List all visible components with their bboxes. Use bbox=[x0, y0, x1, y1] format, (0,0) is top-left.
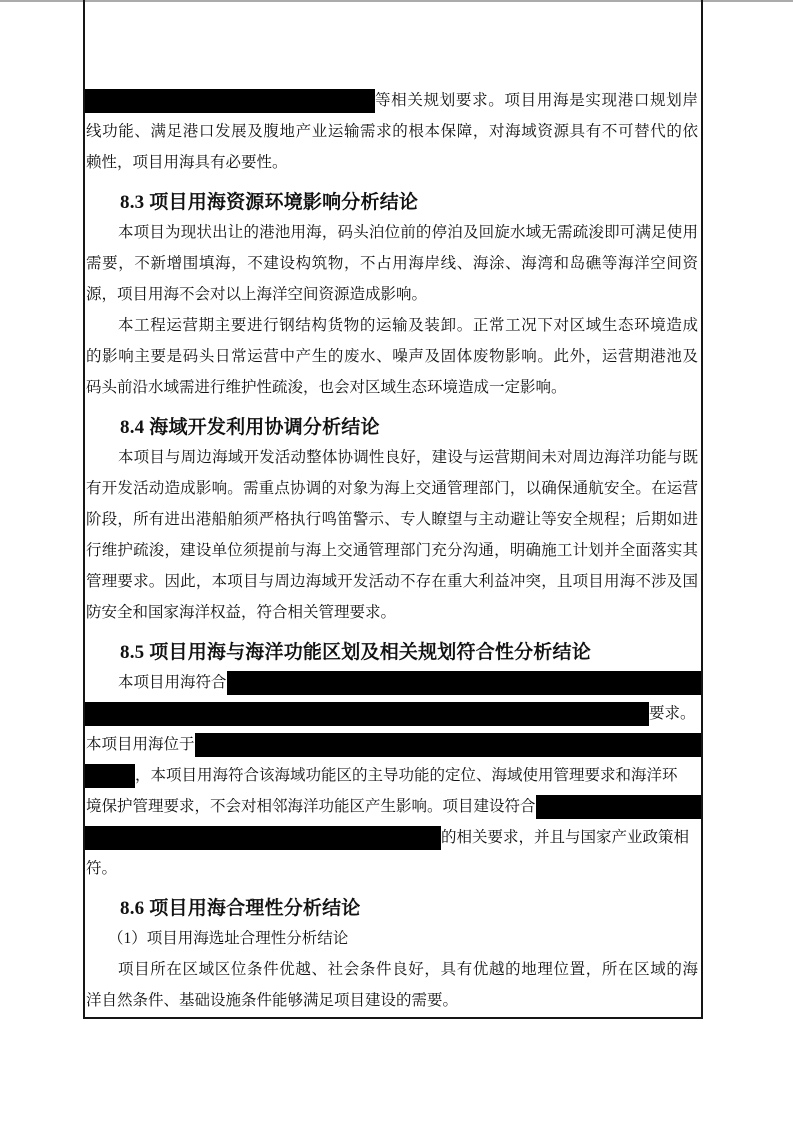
body-line bbox=[86, 279, 698, 310]
text-run: 本工程运营期主要进行钢结构货物的运输及装卸。正常工况下对区域生态环境造成 bbox=[118, 317, 698, 334]
body-line bbox=[86, 473, 698, 504]
redaction-bar bbox=[195, 733, 701, 757]
body-line bbox=[86, 147, 698, 178]
text-run: 符。 bbox=[86, 860, 118, 877]
body-line bbox=[86, 442, 698, 473]
text-run: 要求。 bbox=[649, 705, 696, 722]
body-line bbox=[86, 310, 698, 341]
text-run: 本项目用海符合 bbox=[118, 674, 227, 691]
body-line bbox=[86, 116, 698, 147]
redaction-bar bbox=[227, 671, 701, 695]
body-line bbox=[86, 85, 698, 116]
redaction-bar bbox=[85, 826, 441, 850]
section-heading: 8.6 项目用海合理性分析结论 bbox=[120, 898, 361, 919]
text-run: 有开发活动造成影响。需重点协调的对象为海上交通管理部门，以确保通航安全。在运营 bbox=[86, 480, 698, 497]
redaction-bar bbox=[85, 89, 375, 113]
text-run: 项目所在区域区位条件优越、社会条件良好，具有优越的地理位置，所在区域的海 bbox=[118, 961, 698, 978]
document-table bbox=[83, 0, 703, 1019]
body-line bbox=[86, 760, 698, 791]
body-line bbox=[86, 853, 698, 884]
body-line bbox=[86, 985, 698, 1016]
text-run: ，本项目用海符合该海域功能区的主导功能的定位、海域使用管理要求和海洋环 bbox=[135, 767, 678, 784]
section-heading: 8.5 项目用海与海洋功能区划及相关规划符合性分析结论 bbox=[120, 642, 591, 663]
text-run: 等相关规划要求。项目用海是实现港口规划岸 bbox=[375, 92, 698, 109]
text-run: 赖性，项目用海具有必要性。 bbox=[86, 154, 288, 171]
body-line bbox=[86, 504, 698, 535]
body-line bbox=[86, 566, 698, 597]
text-run: 防安全和国家海洋权益，符合相关管理要求。 bbox=[86, 604, 397, 621]
redaction-bar bbox=[85, 764, 135, 788]
text-run: 源，项目用海不会对以上海洋空间资源造成影响。 bbox=[86, 286, 428, 303]
text-run: 境保护管理要求，不会对相邻海洋功能区产生影响。项目建设符合 bbox=[86, 798, 536, 815]
text-run: 本项目为现状出让的港池用海，码头泊位前的停泊及回旋水域无需疏浚即可满足使用 bbox=[118, 224, 698, 241]
text-run: 阶段，所有进出港船舶须严格执行鸣笛警示、专人瞭望与主动避让等安全规程；后期如进 bbox=[86, 511, 698, 528]
body-line bbox=[86, 667, 698, 698]
body-line bbox=[86, 698, 698, 729]
body-line bbox=[86, 791, 698, 822]
body-line bbox=[86, 729, 698, 760]
text-run: 的相关要求，并且与国家产业政策相 bbox=[441, 829, 690, 846]
body-line bbox=[86, 597, 698, 628]
body-line bbox=[86, 822, 698, 853]
text-run: 本项目与周边海域开发活动整体协调性良好，建设与运营期间未对周边海洋功能与既 bbox=[118, 449, 698, 466]
body-line bbox=[86, 535, 698, 566]
text-run: 需要，不新增围填海，不建设构筑物，不占用海岸线、海涂、海湾和岛礁等海洋空间资 bbox=[86, 255, 698, 272]
text-run: 码头前沿水域需进行维护性疏浚，也会对区域生态环境造成一定影响。 bbox=[86, 379, 567, 396]
body-line bbox=[86, 341, 698, 372]
text-run: 本项目用海位于 bbox=[86, 736, 195, 753]
redaction-bar bbox=[85, 702, 649, 726]
text-run: 行维护疏浚，建设单位须提前与海上交通管理部门充分沟通，明确施工计划并全面落实其 bbox=[86, 542, 698, 559]
section-heading: 8.3 项目用海资源环境影响分析结论 bbox=[120, 192, 419, 213]
text-run: 的影响主要是码头日常运营中产生的废水、噪声及固体废物影响。此外，运营期港池及 bbox=[86, 348, 698, 365]
body-line bbox=[86, 248, 698, 279]
text-run: 洋自然条件、基础设施条件能够满足项目建设的需要。 bbox=[86, 992, 459, 1009]
redaction-bar bbox=[536, 795, 701, 819]
text-run: （1）项目用海选址合理性分析结论 bbox=[108, 930, 349, 947]
text-run: 管理要求。因此，本项目与周边海域开发活动不存在重大利益冲突，且项目用海不涉及国 bbox=[86, 573, 698, 590]
body-line bbox=[86, 923, 698, 954]
section-heading: 8.4 海域开发利用协调分析结论 bbox=[120, 417, 380, 438]
body-line bbox=[86, 217, 698, 248]
text-run: 线功能、满足港口发展及腹地产业运输需求的根本保障，对海域资源具有不可替代的依 bbox=[86, 123, 698, 140]
body-line bbox=[86, 954, 698, 985]
body-line bbox=[86, 372, 698, 403]
